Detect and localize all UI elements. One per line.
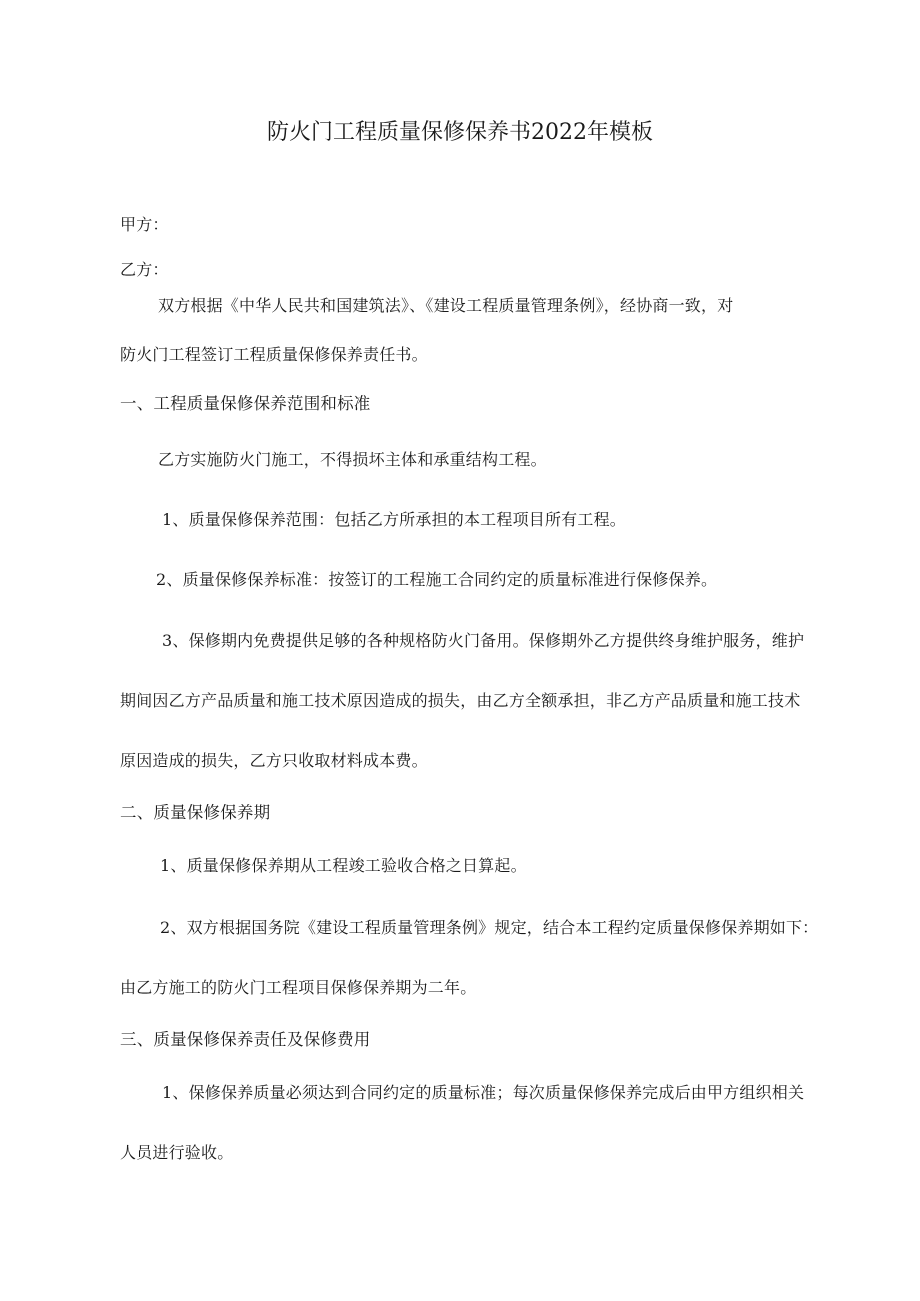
section-2-heading: 二、质量保修保养期 xyxy=(120,803,271,822)
section-1-heading: 一、工程质量保修保养范围和标准 xyxy=(120,394,371,413)
intro-paragraph-line-1: 双方根据《中华人民共和国建筑法》、《建设工程质量管理条例》，经协商一致，对 xyxy=(158,296,734,315)
party-b-label: 乙方： xyxy=(120,260,169,279)
section-2-item-2-line-1: 2、双方根据国务院《建设工程质量管理条例》规定，结合本工程约定质量保修保养期如下： xyxy=(160,918,819,937)
section-1-item-3-line-1: 3、保修期内免费提供足够的各种规格防火门备用。保修期外乙方提供终身维护服务，维护 xyxy=(162,631,805,650)
section-2-item-2-line-2: 由乙方施工的防火门工程项目保修保养期为二年。 xyxy=(120,978,477,997)
section-1-paragraph: 乙方实施防火门施工，不得损坏主体和承重结构工程。 xyxy=(158,450,547,469)
section-3-item-1-line-1: 1、保修保养质量必须达到合同约定的质量标准；每次质量保修保养完成后由甲方组织相关 xyxy=(162,1083,805,1102)
party-a-label: 甲方： xyxy=(120,215,169,234)
section-3-item-1-line-2: 人员进行验收。 xyxy=(120,1143,234,1162)
section-1-item-3-line-3: 原因造成的损失，乙方只收取材料成本费。 xyxy=(120,751,428,770)
intro-paragraph-line-2: 防火门工程签订工程质量保修保养责任书。 xyxy=(120,345,428,364)
section-1-item-2: 2、质量保修保养标准：按签订的工程施工合同约定的质量标准进行保修保养。 xyxy=(156,570,718,589)
section-1-item-1: 1、质量保修保养范围：包括乙方所承担的本工程项目所有工程。 xyxy=(162,510,626,529)
section-1-item-3-line-2: 期间因乙方产品质量和施工技术原因造成的损失，由乙方全额承担，非乙方产品质量和施工技术 xyxy=(120,691,801,710)
section-2-item-1: 1、质量保修保养期从工程竣工验收合格之日算起。 xyxy=(160,856,527,875)
document-title: 防火门工程质量保修保养书2022年模板 xyxy=(267,120,653,145)
section-3-heading: 三、质量保修保养责任及保修费用 xyxy=(120,1030,371,1049)
